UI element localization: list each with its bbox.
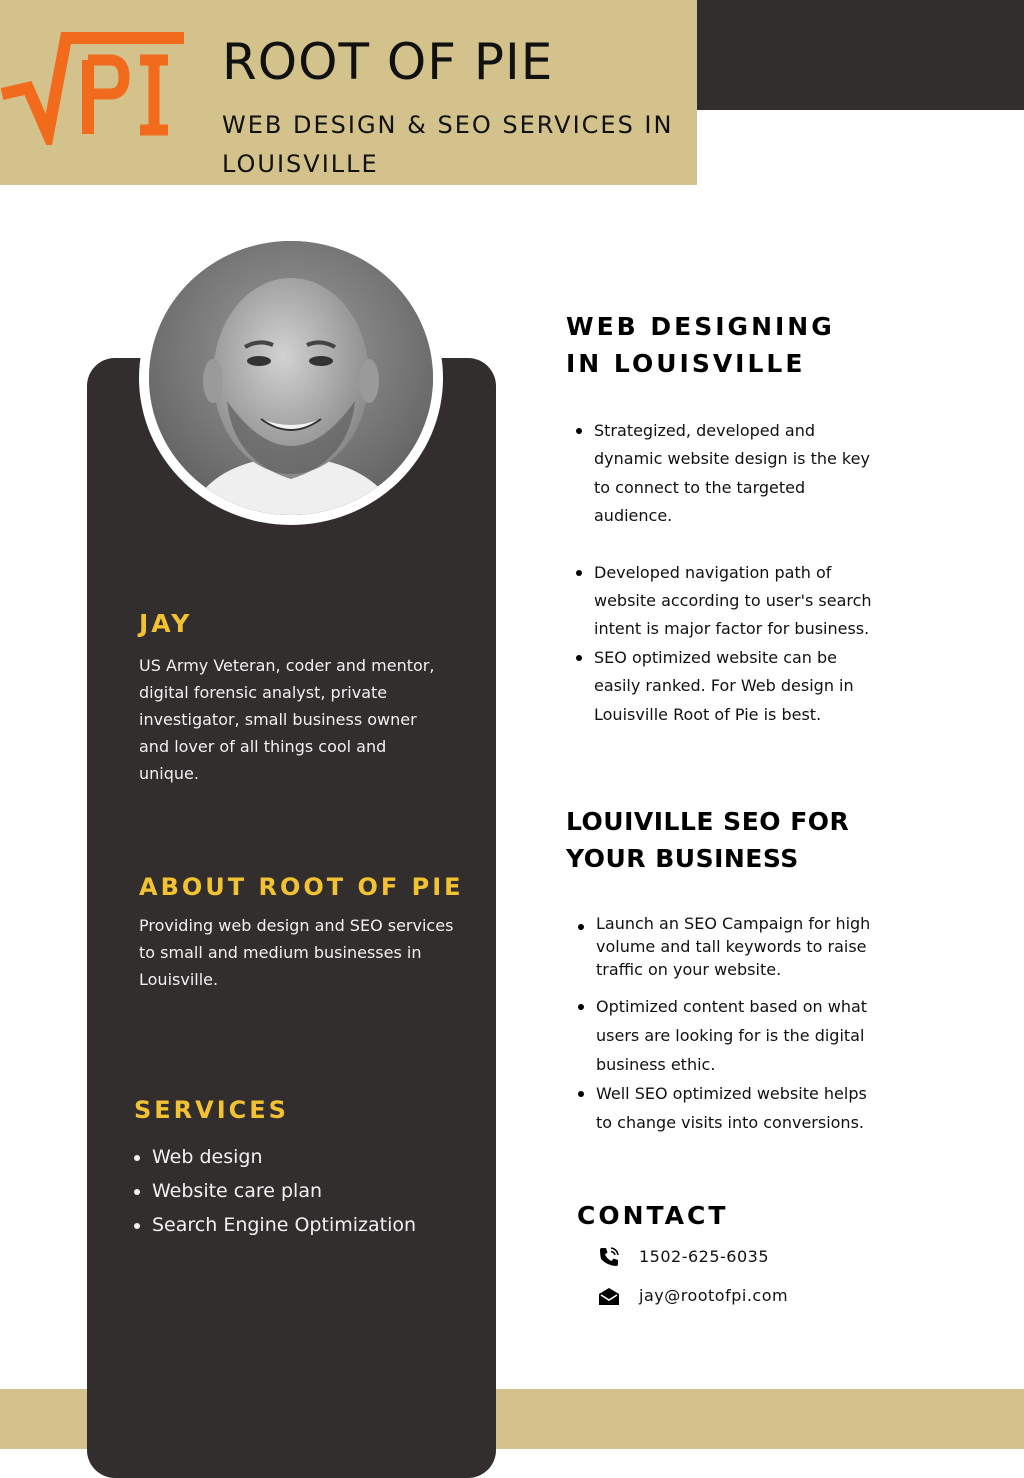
contact-heading: CONTACT	[577, 1201, 729, 1230]
seo-heading-line2: YOUR BUSINESS	[566, 844, 799, 873]
web-design-heading-line1: WEB DESIGNING	[566, 312, 835, 341]
seo-bullet: Optimized content based on what users are looking for is the digital business ethic.	[576, 992, 874, 1079]
header-dark-corner	[697, 0, 1024, 110]
seo-bullet: Launch an SEO Campaign for high volume and tall keywords to raise traffic on your website.	[576, 912, 874, 981]
contact-phone-row[interactable]	[597, 1244, 770, 1270]
root-of-pi-logo	[0, 30, 190, 145]
web-design-list	[574, 417, 874, 729]
service-item: Website care plan	[134, 1175, 416, 1209]
web-design-bullet: SEO optimized website can be easily ranked. For Web design in Louisville Root of Pie is best.	[574, 644, 874, 729]
contact-email-row[interactable]	[597, 1283, 789, 1309]
service-item: Search Engine Optimization	[134, 1209, 416, 1243]
services-list	[134, 1141, 416, 1243]
profile-bio: US Army Veteran, coder and mentor, digital forensic analyst, private investigator, small business owner and lover of all things cool and unique.	[139, 656, 435, 783]
about-heading: ABOUT ROOT OF PIE	[139, 873, 464, 901]
brand-subtitle: WEB DESIGN & SEO SERVICES IN LOUISVILLE	[222, 111, 674, 178]
about-text: Providing web design and SEO services to small and medium businesses in Louisville.	[139, 916, 454, 989]
contact-email[interactable]: jay@rootofpi.com	[639, 1286, 789, 1305]
profile-name: JAY	[139, 609, 193, 638]
profile-photo	[149, 241, 433, 515]
seo-heading-line1: LOUIVILLE SEO FOR	[566, 807, 850, 836]
envelope-icon	[597, 1284, 621, 1308]
service-item: Web design	[134, 1141, 416, 1175]
web-design-bullet: Developed navigation path of website according to user's search intent is major factor for business.	[574, 559, 874, 644]
seo-bullet: Well SEO optimized website helps to change visits into conversions.	[576, 1079, 874, 1137]
services-heading: SERVICES	[134, 1096, 289, 1124]
seo-heading	[566, 803, 849, 877]
phone-icon	[597, 1245, 621, 1269]
seo-list	[576, 912, 874, 1137]
web-design-bullet: Strategized, developed and dynamic website design is the key to connect to the targeted audience.	[574, 417, 874, 531]
contact-phone[interactable]: 1502-625-6035	[639, 1247, 770, 1266]
web-design-heading	[566, 308, 835, 382]
brand-title: ROOT OF PIE	[222, 33, 554, 91]
web-design-heading-line2: IN LOUISVILLE	[566, 349, 806, 378]
